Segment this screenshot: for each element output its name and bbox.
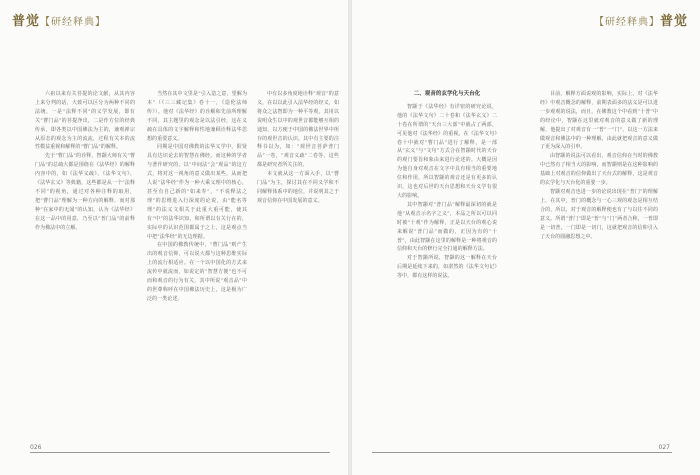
left-page bbox=[0, 0, 348, 475]
left-col1-paragraph-1: 六祖以来有关菩提的论文献，从其内容上来分判的话，大致可以区分为两种不同的法统，一是“法释不同”的义学发展，即有关“曹门品”的菩提净出，二是作方位的经典传承，即各类以中国佛法为主的，兼观禅宗从原态的观念为主的流流，过程有关本的流性模益重视和解释的“曹门品”的解释。 bbox=[35, 91, 135, 151]
right-col1-paragraph-2: 其中智颛对“普门品”解释最深切的就是他“从观音示名字之义”，本品之所以可以同时被“十观”作为解释，正是以天台的观心说来解说“普门品”而做的，正因为有的“十普”，由此智颛在这里的解释是一种将观音的信仰和天台的修行完全打通的解释方法。 bbox=[397, 201, 497, 253]
left-col2-paragraph-3: 在中国的佛教传统中，“曹门品”则产生出的观音信仰，可以说大都与这种思维实际上的流行相适应。在一个以中国化的方式来流传中就流而，如说定的“智慧方便”也不可而和观音的行为有关，其中所说“观音品”中的世尊称呼在中国佛法历史上，这是极为广泛的一类论述。 bbox=[147, 242, 247, 302]
left-footer-rule bbox=[30, 452, 330, 453]
right-column-1 bbox=[397, 88, 497, 436]
left-column-1 bbox=[35, 90, 135, 438]
right-col2-paragraph-1: 目前，解释方面说观的影响，实际上，对《法华经》中观音概念的解释，前期表面多的法义是可以进一步观观的说法，而且，在佛教这个中看到“十普”中的经论中，智颛在这里就对观音的意义做了新的理解，他提出了对观音有一“普”一“门”，以这一方法来做观音和佛法中的一种理解，由此就把观音的意义做了更为深入的引申。 bbox=[540, 91, 658, 151]
right-footer-rule bbox=[372, 452, 672, 453]
left-page-number: 026 bbox=[30, 444, 42, 451]
right-col2-paragraph-3: 智颛对观音也进一步的论说出现在“普门”的理解上，在其中，普门的概念与一心三观的观念是相互结合的，所以，对于观音的解释便也有了与以往不同的意义。所谓“普门”即是“普”与“门”两者合称，一普即是一切普，一门即是一切门，这就把观音的信仰引入了天台的圆融思想之中。 bbox=[540, 188, 658, 240]
left-col3-paragraph-2: 本文就从这一方面入手，以“曹门品”为主，探讨其在不同义学和不同解释体系中的地位，并说明其之于观音信仰在中国发展的意义。 bbox=[257, 171, 339, 204]
right-col1-paragraph-3: 对于智颛所说，智颛的这一解释在天台后期是延续下来的，如湛然的《法华文句记》等中，都有这样的说法。 bbox=[397, 255, 497, 280]
right-col1-paragraph-1: 智颛于《法华经》有详密的研究论说，他的《法华文句》二十卷和《法华玄义》二十卷在所谓的“天台三大部”中就占了两部，可见他对《法华经》的重视。在《法华文句》卷十中就对“曹门品”进行了解释，是一部从“玄义”与“文句”方式合在智颛时代的天台的观门要旨和象由来进行论述的。大概是因为他自身对观音在文字中具有相当的重要地位和作用，所以智颛的观音还是有更多的认识，这也对后世的天台思想和天台义学有很大的影响。 bbox=[397, 103, 497, 199]
right-page-number: 027 bbox=[658, 444, 670, 451]
left-col2-paragraph-1: 当然在其中文里是“引入造之意，望解为本”（《三三藏记集》卷十一，《造伦法师传》）。他对《法华经》的诠解和先前所理解不同，其主题里的观念是以法引经，这在义疏在具体的文字解释和性地兼顾诠释法华思想的重要意义。 bbox=[147, 91, 247, 142]
right-header-tag: 【研经释典】 bbox=[593, 17, 660, 28]
right-col2-paragraph-2: 由智颛的说法可以看出，观音信仰在当时的佛教中已然有了相当大的影响，而智颛则是在这种影响的基础上对观音的信仰做出了天台式的解释，这是观音的玄学化与天台化的重要一步。 bbox=[540, 153, 658, 187]
left-header-logo: 普觉 bbox=[12, 14, 41, 29]
left-header-tag: 【研经释典】 bbox=[40, 17, 107, 28]
right-header bbox=[594, 10, 688, 29]
section-title: 二、观音的玄学化与天台化 bbox=[413, 91, 481, 97]
left-col2-paragraph-2: 同期是中国对佛教的法华义学中，阳贤具有达识论去的智慧在佛经，而这种的学者与著作研究的，以“中间法”会“观品”的这方式，将对这一视角的意义做出某些，从而把人说“法华经”作为一种大乘义理中的核心，甚至有自己新的“如来寿”，“不说释法之理”的思维进入行深度的论说，由“能名等理”的法义文相关于此重大重可能，使其有“中”的法华识知，和所谓以有关行在的，实际中的认识范围都属于之上，这是观点当中把“法华经”的无边理据。 bbox=[147, 144, 247, 240]
right-header-logo: 普觉 bbox=[659, 14, 688, 29]
left-col3-paragraph-1: 中有以多角度地诠释“观音”的意义，在以以此引入法华经的经义，如将众之法智即为一种平等观，其用以说明众生以中的观世音都能够互相的通知，以方便于中国的佛法世界中所存的观世音的认识。其中有主要的注释书以为，如：“观世音菩萨普门品”一卷，“观音义疏”二卷等，这些都是研究者所关注的。 bbox=[257, 91, 339, 169]
left-column-3 bbox=[257, 90, 339, 350]
left-header bbox=[12, 10, 106, 29]
left-col1-paragraph-2: 先于“曹门品”的诠释，智颛大师有关“曹门品”的总疏大都是围绕在《法华经》的解释内容中的，如《法华义疏》、《法华文句》、《法华玄义》等典籍，这些都是从一个“法释不同”的视角，通过对各种注释的取用，把“曹门品”理解为一种方向的解释，而对那种“在家中的无闻”的认知，认为《法华经》在这一品中的用意，乃至以“普门品”的前释作为佛法中的立解。 bbox=[35, 153, 135, 231]
right-column-2 bbox=[540, 90, 658, 438]
left-column-2 bbox=[147, 90, 247, 438]
